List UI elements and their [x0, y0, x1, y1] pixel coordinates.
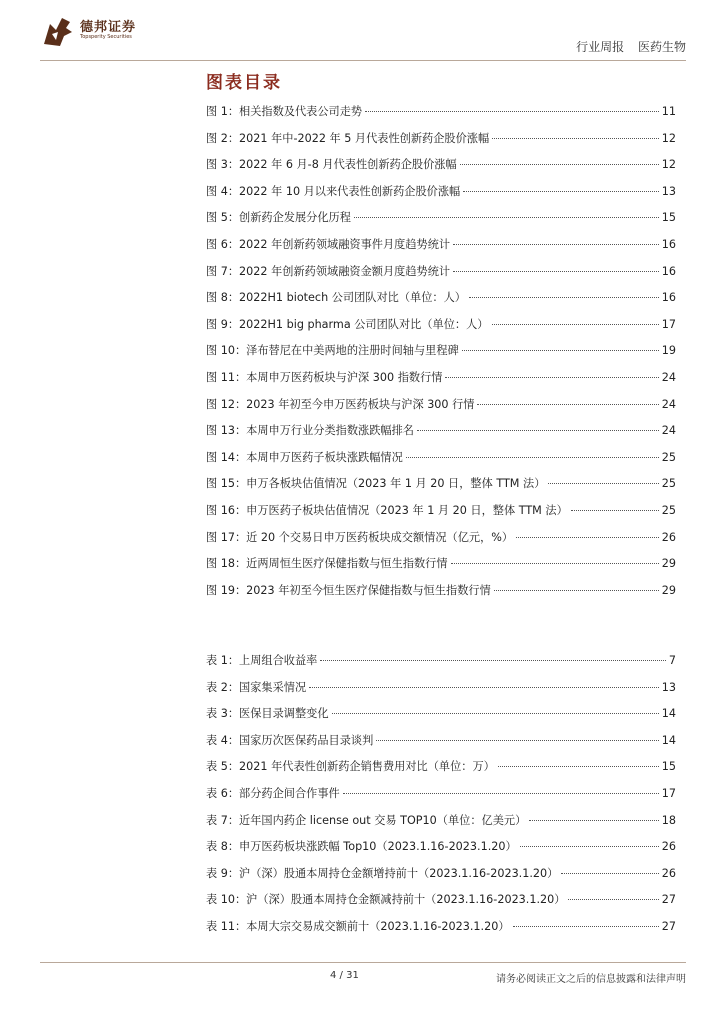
table-entry-page: 14 [661, 733, 676, 747]
figure-entry-label: 图 10：泽布替尼在中美两地的注册时间轴与里程碑 [206, 344, 459, 358]
footer-divider [40, 962, 686, 963]
dot-leader [462, 350, 659, 351]
figure-entry-page: 16 [661, 291, 676, 305]
dot-leader [492, 324, 659, 325]
dot-leader [513, 926, 659, 927]
table-entry-page: 18 [661, 813, 676, 827]
figure-entry-page: 12 [661, 158, 676, 172]
figure-entry-page: 25 [661, 503, 676, 517]
figure-entry-page: 25 [661, 477, 676, 491]
figure-entry-label: 图 11：本周申万医药板块与沪深 300 指数行情 [206, 370, 443, 384]
tables-list [206, 652, 676, 945]
figure-entry-label: 图 9：2022H1 big pharma 公司团队对比（单位：人） [206, 317, 489, 331]
table-entry-page: 15 [661, 760, 676, 774]
table-entry-label: 表 2：国家集采情况 [206, 680, 307, 694]
dot-leader [343, 793, 659, 794]
figure-entry[interactable] [206, 103, 676, 130]
table-entry-label: 表 10：沪（深）股通本周持仓金额减持前十（2023.1.16-2023.1.20） [206, 893, 566, 907]
figure-entry[interactable] [206, 422, 676, 449]
figure-entry-page: 24 [661, 397, 676, 411]
figure-entry[interactable] [206, 529, 676, 556]
figure-entry[interactable] [206, 209, 676, 236]
dot-leader [376, 740, 658, 741]
table-entry[interactable] [206, 758, 676, 785]
report-type: 行业周报 [576, 40, 625, 54]
figure-entry[interactable] [206, 502, 676, 529]
figure-entry-page: 16 [661, 237, 676, 251]
table-entry-page: 7 [668, 654, 676, 667]
figure-entry-label: 图 17：近 20 个交易日申万医药板块成交额情况（亿元，%） [206, 530, 514, 544]
table-entry-page: 17 [661, 786, 676, 800]
dot-leader [354, 217, 659, 218]
dot-leader [453, 244, 659, 245]
figure-entry-label: 图 12：2023 年初至今申万医药板块与沪深 300 行情 [206, 397, 475, 411]
table-entry-label: 表 5：2021 年代表性创新药企销售费用对比（单位：万） [206, 760, 495, 774]
dot-leader [417, 430, 659, 431]
figure-entry-label: 图 5：创新药企发展分化历程 [206, 211, 351, 225]
company-name: 德邦证券 [80, 20, 137, 35]
table-entry[interactable] [206, 891, 676, 918]
figure-entry[interactable] [206, 289, 676, 316]
table-entry-label: 表 4：国家历次医保药品目录谈判 [206, 733, 374, 747]
dot-leader [451, 563, 659, 564]
dot-leader [332, 713, 659, 714]
toc-title: 图表目录 [206, 73, 282, 93]
dot-leader [463, 191, 659, 192]
dot-leader [548, 483, 658, 484]
dot-leader [561, 873, 658, 874]
dot-leader [365, 111, 659, 112]
table-entry[interactable] [206, 679, 676, 706]
dot-leader [445, 377, 658, 378]
figure-entry[interactable] [206, 475, 676, 502]
sector-name: 医药生物 [637, 40, 686, 54]
dot-leader [320, 660, 666, 661]
table-entry-label: 表 11：本周大宗交易成交额前十（2023.1.16-2023.1.20） [206, 919, 510, 933]
figure-entry-page: 16 [661, 264, 676, 278]
table-entry-label: 表 9：沪（深）股通本周持仓金额增持前十（2023.1.16-2023.1.20） [206, 866, 559, 880]
figure-entry-label: 图 14：本周申万医药子板块涨跌幅情况 [206, 450, 403, 464]
dot-leader [469, 297, 659, 298]
figure-entry-page: 24 [661, 424, 676, 438]
company-name-en: Topsperity Securities [80, 34, 132, 40]
table-entry-page: 14 [661, 707, 676, 721]
figure-entry-page: 29 [661, 557, 676, 571]
dot-leader [460, 164, 659, 165]
dot-leader [516, 537, 659, 538]
figure-entry-label: 图 1：相关指数及代表公司走势 [206, 105, 363, 118]
figure-entry[interactable] [206, 263, 676, 290]
page-header [40, 12, 686, 60]
figure-entry-page: 13 [661, 184, 676, 198]
figure-entry-label: 图 8：2022H1 biotech 公司团队对比（单位：人） [206, 291, 466, 305]
table-entry[interactable] [206, 865, 676, 892]
table-entry-page: 27 [661, 893, 676, 907]
table-entry[interactable] [206, 652, 676, 679]
figure-entry-label: 图 2：2021 年中-2022 年 5 月代表性创新药企股价涨幅 [206, 131, 490, 145]
figure-entry-label: 图 15：申万各板块估值情况（2023 年 1 月 20 日，整体 TTM 法） [206, 477, 546, 491]
figure-entry-label: 图 7：2022 年创新药领域融资金额月度趋势统计 [206, 264, 451, 278]
figure-entry-label: 图 6：2022 年创新药领域融资事件月度趋势统计 [206, 237, 451, 251]
table-entry[interactable] [206, 785, 676, 812]
figure-entry-label: 图 4：2022 年 10 月以来代表性创新药企股价涨幅 [206, 184, 461, 198]
dot-leader [453, 271, 659, 272]
table-entry[interactable] [206, 705, 676, 732]
figure-entry-page: 19 [661, 344, 676, 358]
table-entry-label: 表 8：申万医药板块涨跌幅 Top10（2023.1.16-2023.1.20） [206, 840, 517, 854]
table-entry[interactable] [206, 812, 676, 839]
report-category [566, 38, 686, 55]
figure-entry-page: 15 [661, 211, 676, 225]
dot-leader [568, 899, 658, 900]
figure-entry[interactable] [206, 396, 676, 423]
figure-entry-page: 29 [661, 583, 676, 597]
figure-entry[interactable] [206, 316, 676, 343]
table-entry-label: 表 3：医保目录调整变化 [206, 707, 329, 721]
table-entry-page: 13 [661, 680, 676, 694]
figure-entry[interactable] [206, 156, 676, 183]
company-logo-icon [40, 14, 76, 50]
figure-entry[interactable] [206, 555, 676, 582]
dot-leader [406, 457, 659, 458]
figure-entry[interactable] [206, 236, 676, 263]
dot-leader [498, 766, 659, 767]
dot-leader [520, 846, 659, 847]
figure-entry[interactable] [206, 369, 676, 396]
table-entry-label: 表 1：上周组合收益率 [206, 654, 318, 667]
legal-disclaimer: 请务必阅读正文之后的信息披露和法律声明 [496, 974, 686, 985]
table-entry[interactable] [206, 918, 676, 945]
figure-entry-label: 图 19：2023 年初至今恒生医疗保健指数与恒生指数行情 [206, 583, 491, 597]
table-entry[interactable] [206, 732, 676, 759]
figure-entry[interactable] [206, 449, 676, 476]
dot-leader [494, 590, 659, 591]
page-number: 4 / 31 [330, 970, 359, 981]
figure-entry-label: 图 3：2022 年 6 月-8 月代表性创新药企股价涨幅 [206, 158, 457, 172]
figure-entry-page: 25 [661, 450, 676, 464]
figure-entry[interactable] [206, 582, 676, 609]
table-entry-page: 26 [661, 866, 676, 880]
dot-leader [309, 687, 659, 688]
figures-list [206, 103, 676, 608]
dot-leader [529, 820, 658, 821]
dot-leader [492, 138, 659, 139]
figure-entry-page: 24 [661, 370, 676, 384]
dot-leader [571, 510, 659, 511]
figure-entry-label: 图 13：本周申万行业分类指数涨跌幅排名 [206, 424, 414, 438]
figure-entry-label: 图 18：近两周恒生医疗保健指数与恒生指数行情 [206, 557, 448, 571]
table-entry-label: 表 7：近年国内药企 license out 交易 TOP10（单位：亿美元） [206, 813, 527, 827]
figure-entry-page: 11 [661, 105, 676, 118]
figure-entry[interactable] [206, 342, 676, 369]
dot-leader [477, 404, 658, 405]
figure-entry-page: 26 [661, 530, 676, 544]
table-entry-page: 26 [661, 840, 676, 854]
figure-entry[interactable] [206, 183, 676, 210]
figure-entry-page: 17 [661, 317, 676, 331]
figure-entry[interactable] [206, 130, 676, 157]
figure-entry-label: 图 16：申万医药子板块估值情况（2023 年 1 月 20 日，整体 TTM 法） [206, 503, 568, 517]
header-divider [40, 60, 686, 61]
figure-entry-page: 12 [661, 131, 676, 145]
table-entry-page: 27 [661, 919, 676, 933]
table-entry[interactable] [206, 838, 676, 865]
table-entry-label: 表 6：部分药企间合作事件 [206, 786, 340, 800]
